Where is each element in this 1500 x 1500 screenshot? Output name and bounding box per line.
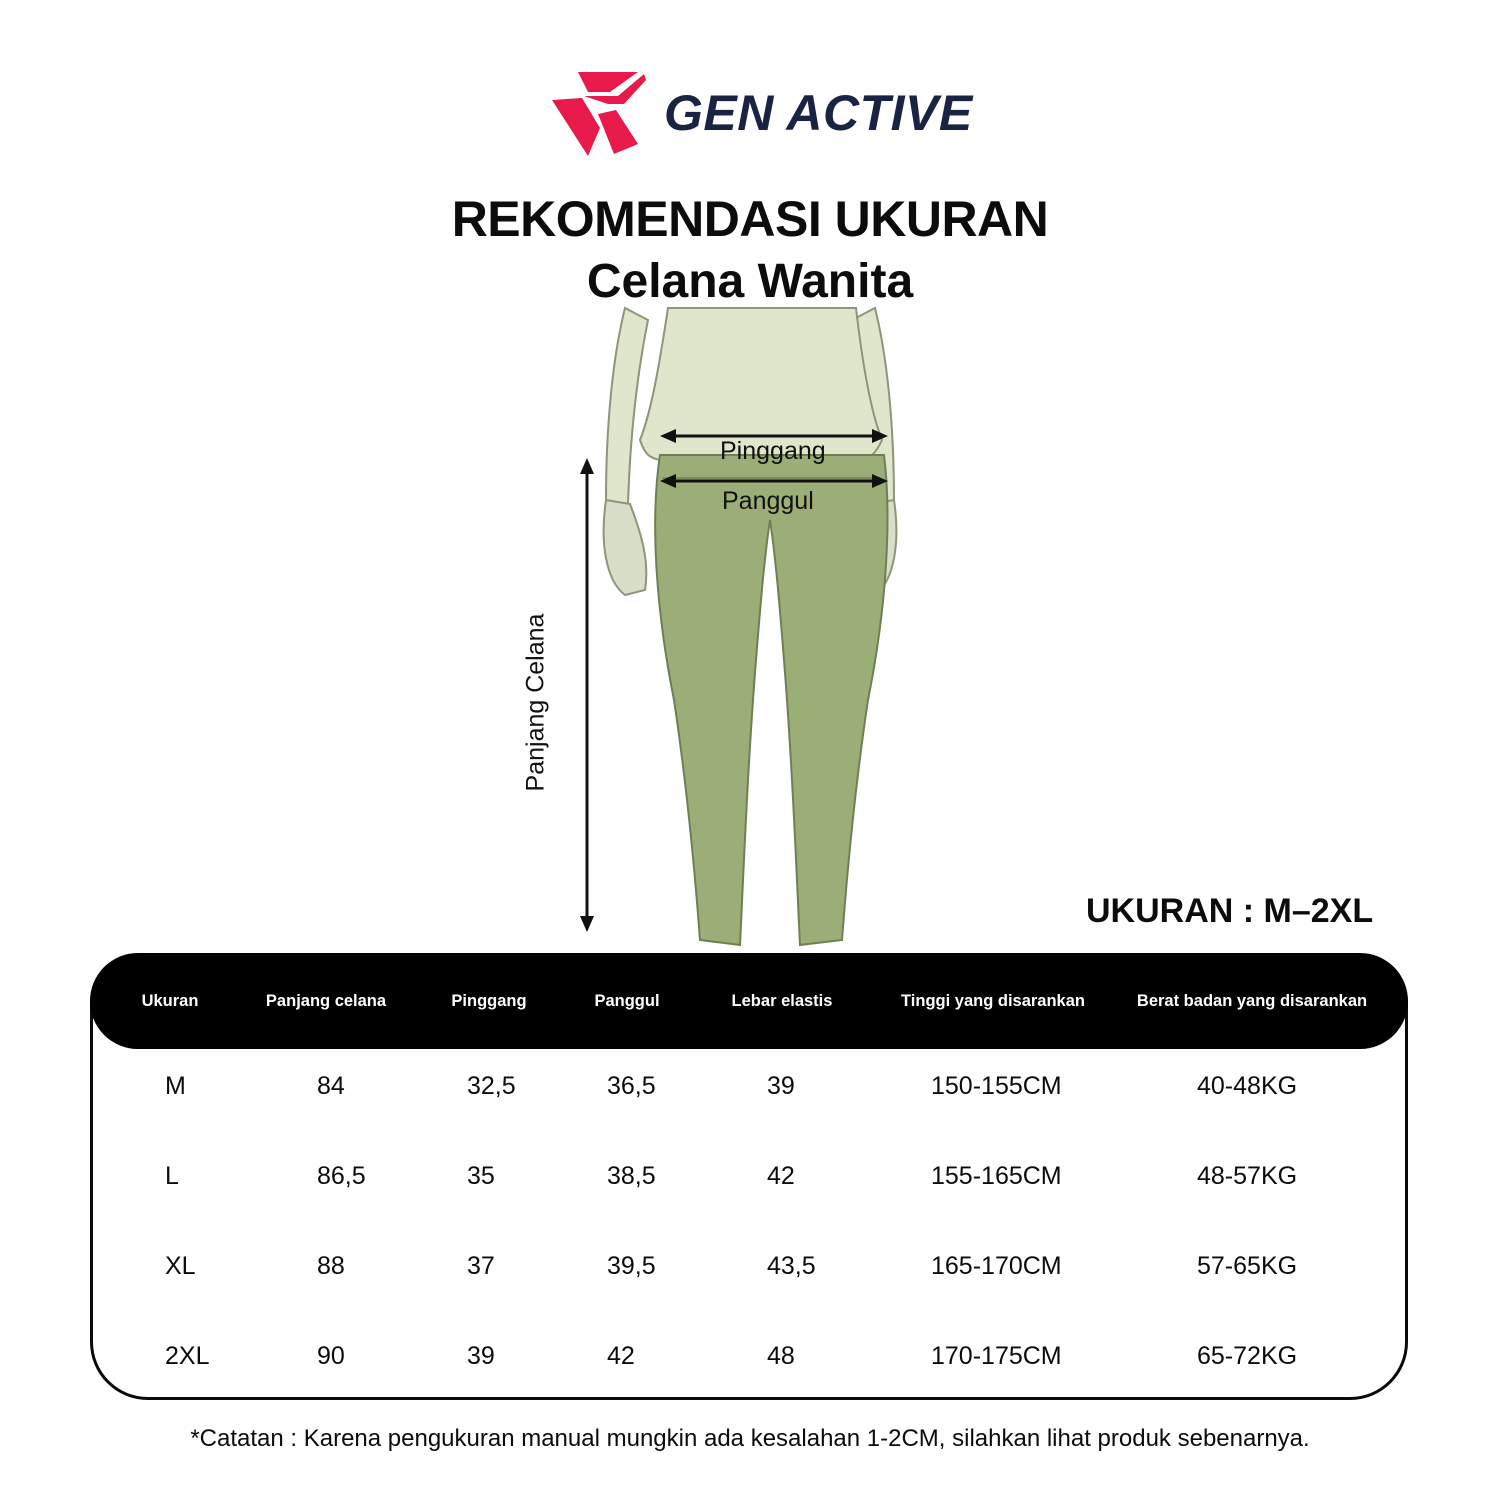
cell-length: 90 bbox=[317, 1342, 345, 1370]
cell-hip: 36,5 bbox=[607, 1072, 656, 1100]
cell-weight: 40-48KG bbox=[1197, 1072, 1298, 1100]
cell-size: 2XL bbox=[165, 1342, 210, 1370]
cell-length: 84 bbox=[317, 1072, 345, 1100]
cell-waist: 35 bbox=[467, 1162, 495, 1190]
cell-height: 165-170CM bbox=[931, 1252, 1062, 1280]
table-row bbox=[93, 1162, 1411, 1202]
cell-height: 170-175CM bbox=[931, 1342, 1062, 1370]
cell-hip: 38,5 bbox=[607, 1162, 656, 1190]
left-arm bbox=[606, 308, 648, 504]
brand-name: GEN ACTIVE bbox=[664, 85, 973, 141]
page-title: REKOMENDASI UKURAN bbox=[451, 191, 1049, 247]
header-length: Panjang celana bbox=[265, 992, 387, 1010]
cell-waist: 32,5 bbox=[467, 1072, 516, 1100]
cell-hip: 39,5 bbox=[607, 1252, 656, 1280]
hip-label: Panggul bbox=[722, 487, 814, 515]
cell-size: XL bbox=[165, 1252, 196, 1280]
cell-elastic: 42 bbox=[767, 1162, 795, 1190]
header-waist: Pinggang bbox=[451, 992, 527, 1010]
table-row bbox=[93, 1252, 1411, 1292]
cell-length: 88 bbox=[317, 1252, 345, 1280]
header-hip: Panggul bbox=[594, 992, 660, 1010]
cell-waist: 37 bbox=[467, 1252, 495, 1280]
header-size: Ukuran bbox=[141, 992, 199, 1010]
cell-weight: 48-57KG bbox=[1197, 1162, 1298, 1190]
size-table bbox=[90, 1000, 1408, 1400]
cell-elastic: 43,5 bbox=[767, 1252, 816, 1280]
footnote: *Catatan : Karena pengukuran manual mungkin ada kesalahan 1-2CM, silahkan lihat produk sebenarnya. bbox=[190, 1425, 1310, 1452]
cell-height: 155-165CM bbox=[931, 1162, 1062, 1190]
pants bbox=[655, 455, 887, 945]
cell-size: M bbox=[165, 1072, 186, 1100]
table-row bbox=[93, 1342, 1411, 1382]
header-elastic: Lebar elastis bbox=[731, 992, 833, 1010]
cell-weight: 57-65KG bbox=[1197, 1252, 1298, 1280]
page-subtitle: Celana Wanita bbox=[586, 255, 914, 308]
cell-height: 150-155CM bbox=[931, 1072, 1062, 1100]
header-weight: Berat badan yang disarankan bbox=[1136, 992, 1368, 1010]
header-height: Tinggi yang disarankan bbox=[901, 992, 1085, 1010]
cell-length: 86,5 bbox=[317, 1162, 366, 1190]
cell-elastic: 48 bbox=[767, 1342, 795, 1370]
cell-elastic: 39 bbox=[767, 1072, 795, 1100]
left-hand bbox=[604, 500, 647, 595]
length-label: Panjang Celana bbox=[521, 613, 550, 792]
cell-weight: 65-72KG bbox=[1197, 1342, 1298, 1370]
table-header bbox=[90, 953, 1408, 1049]
cell-waist: 39 bbox=[467, 1342, 495, 1370]
waist-label: Pinggang bbox=[720, 437, 826, 465]
cell-size: L bbox=[165, 1162, 179, 1190]
cell-hip: 42 bbox=[607, 1342, 635, 1370]
table-row bbox=[93, 1072, 1411, 1112]
size-range: UKURAN : M–2XL bbox=[1086, 892, 1374, 930]
